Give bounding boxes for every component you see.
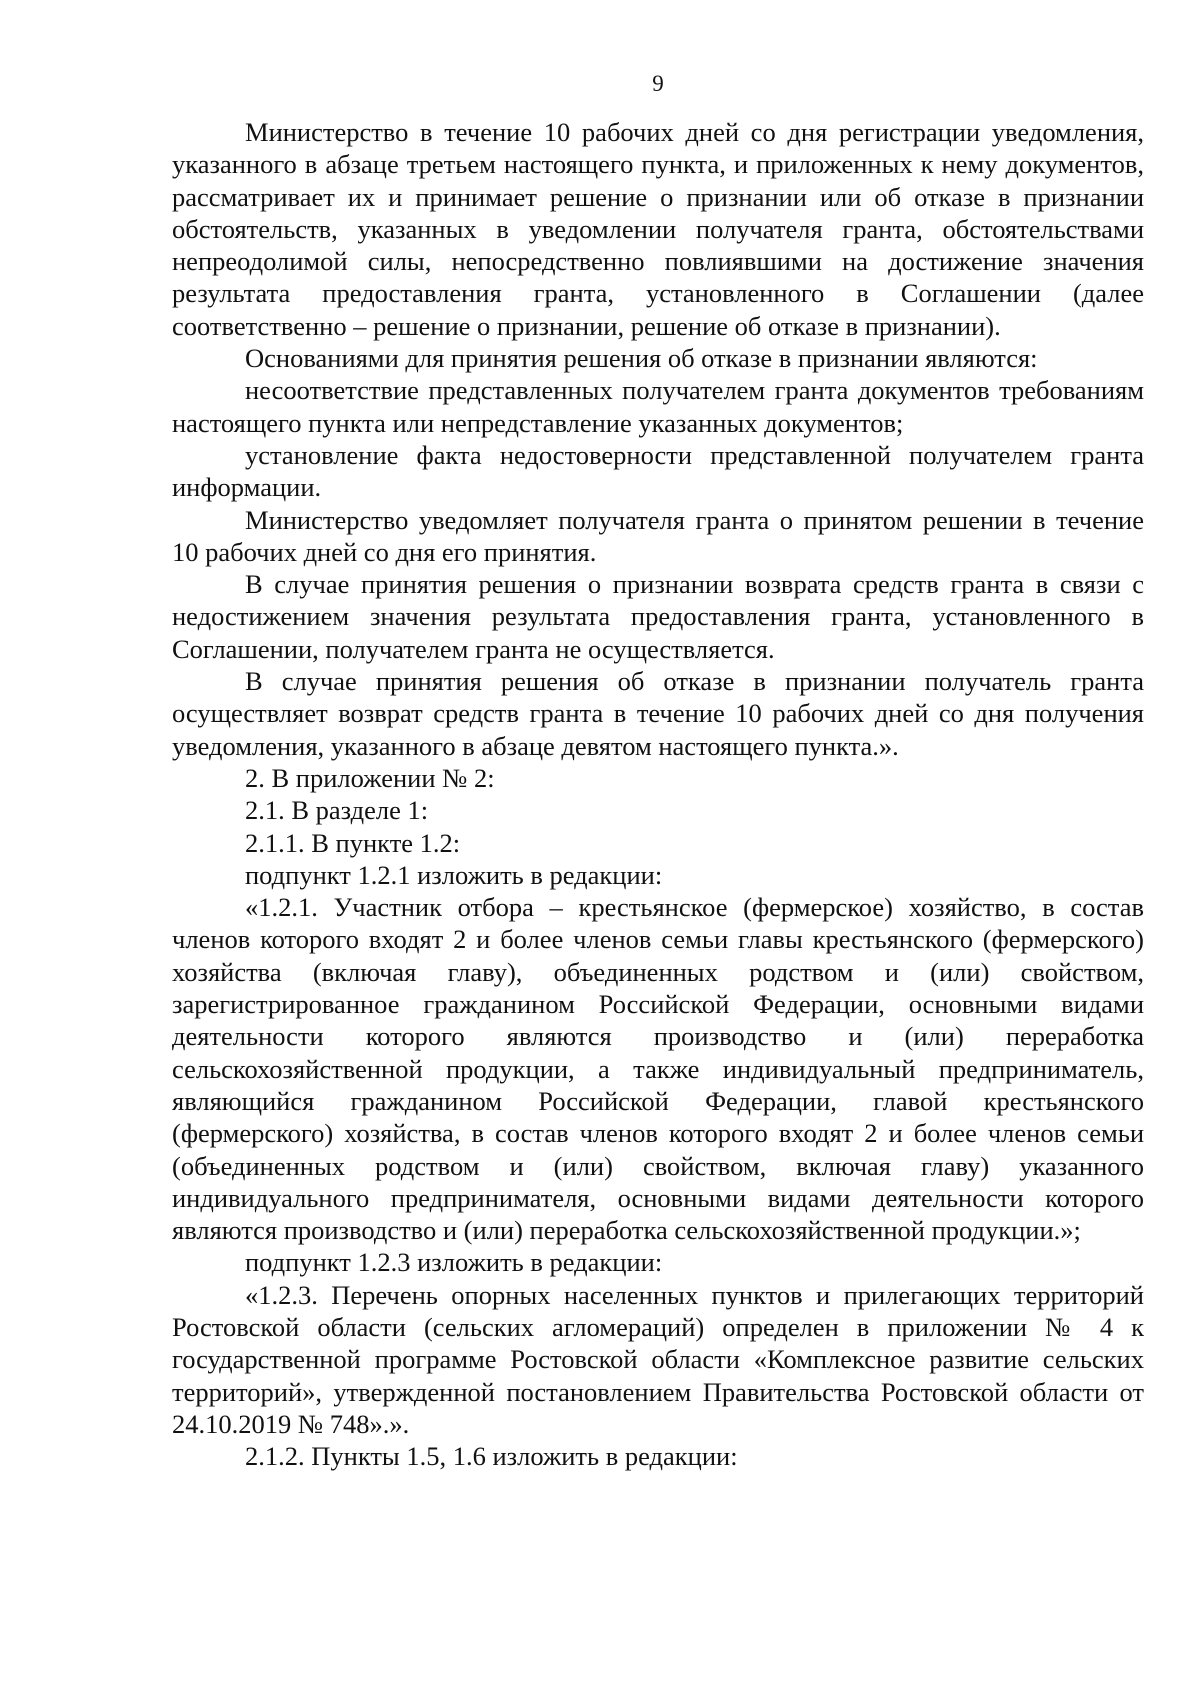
paragraph-refusal-grounds: Основаниями для принятия решения об отказе в признании являются: [245,343,1038,374]
paragraph-ground-noncompliance: несоответствие представленных получателем гранта документов требованиям настоящего пункта или непредставление указанных документов; [172,375,1144,438]
paragraph-refusal-case: В случае принятия решения об отказе в признании получатель гранта осуществляет возврат средств гранта в течение 10 рабочих дней со дня получения уведомления, указанного в абзаце девятом настоящего пункта.». [172,666,1144,761]
paragraph-points-1-5-1-6: 2.1.2. Пункты 1.5, 1.6 изложить в редакции: [245,1441,738,1472]
paragraph-subpoint-1-2-1-text: «1.2.1. Участник отбора – крестьянское (фермерское) хозяйство, в состав членов которого входят 2 и более членов семьи главы крестьянского (фермерского) хозяйства (включая главу), объединенных родством и (или) свойством, зарегистрированное гражданином Российской Федерации, основными видами деятельности которого являются производство и (или) переработка сельскохозяйственной продукции, а также индивидуальный предприниматель, являющийся гражданином Российской Федерации, главой крестьянского (фермерского) хозяйства, в состав членов которого входят 2 и более членов семьи (объединенных родством и (или) свойством, включая главу) указанного индивидуального предпринимателя, основными видами деятельности которого являются производство и (или) переработка сельскохозяйственной продукции.»; [172,892,1144,1246]
paragraph-appendix-2: 2. В приложении № 2: [245,762,495,793]
paragraph-recognition-case: В случае принятия решения о признании возврата средств гранта в связи с недостижением значения результата предоставления гранта, установленного в Соглашении, получателем гранта не осуществляется. [172,569,1144,664]
paragraph-point-1-2: 2.1.1. В пункте 1.2: [245,827,461,858]
paragraph-notification: Министерство уведомляет получателя гранта о принятом решении в течение 10 рабочих дней со дня его принятия. [172,504,1144,567]
paragraph-section-1: 2.1. В разделе 1: [245,795,429,826]
page-number: 9 [652,71,664,96]
document-body [172,116,1144,1472]
paragraph-subpoint-1-2-3-text: «1.2.3. Перечень опорных населенных пунктов и прилегающих территорий Ростовской области (сельских агломераций) определен в приложении № 4 к государственной программе Ростовской области «Комплексное развитие сельских территорий», утвержденной постановлением Правительства Ростовской области от 24.10.2019 № 748».». [172,1279,1144,1439]
document-page [172,0,1144,1698]
paragraph-subpoint-1-2-1-intro: подпункт 1.2.1 изложить в редакции: [245,859,663,890]
paragraph-ministry-review: Министерство в течение 10 рабочих дней со дня регистрации уведомления, указанного в абзаце третьем настоящего пункта, и приложенных к нему документов, рассматривает их и принимает решение о признании или об отказе в признании обстоятельств, указанных в уведомлении получателя гранта, обстоятельствами непреодолимой силы, непосредственно повлиявшими на достижение значения результата предоставления гранта, установленного в Соглашении (далее соответственно – решение о признании, решение об отказе в признании). [172,117,1144,341]
paragraph-ground-unreliable-info: установление факта недостоверности представленной получателем гранта информации. [172,439,1144,503]
paragraph-subpoint-1-2-3-intro: подпункт 1.2.3 изложить в редакции: [245,1247,663,1278]
